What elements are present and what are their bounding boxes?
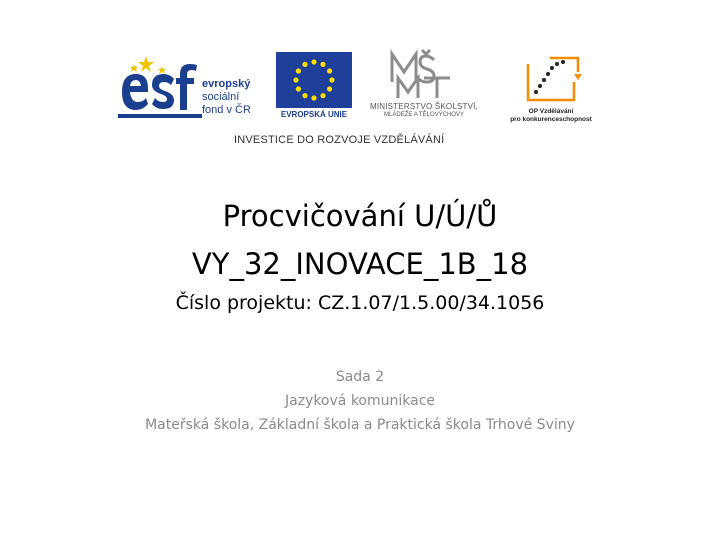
subtitle-subject: Jazyková komunikace	[284, 393, 436, 409]
esf-line-3: fond v ČR	[202, 104, 251, 116]
esf-text	[202, 78, 251, 117]
title-line-1: Procvičování U/Ú/Ů	[222, 199, 498, 233]
esf-logo	[118, 52, 270, 124]
eu-flag-icon	[276, 52, 352, 108]
msmt-mark-icon	[354, 48, 494, 102]
msmt-line-2: MLÁDEŽE A TĚLOVÝCHOVY	[384, 112, 464, 118]
subtitle-school: Mateřská škola, Základní škola a Praktická škola Trhové Sviny	[145, 417, 575, 433]
esf-mark-icon	[118, 52, 202, 124]
esf-line-1: evropský	[202, 78, 251, 90]
msmt-logo	[354, 48, 494, 124]
op-line-1: OP Vzdělávání	[528, 108, 574, 115]
investice-banner: INVESTICE DO ROZVOJE VZDĚLÁVÁNÍ	[234, 134, 445, 146]
op-mark-icon	[500, 52, 602, 106]
title-line-2: VY_32_INOVACE_1B_18	[191, 247, 529, 281]
eu-logo	[276, 52, 352, 124]
eu-caption: EVROPSKÁ UNIE	[280, 110, 348, 119]
subtitle-block	[0, 365, 720, 437]
title-block	[0, 192, 720, 318]
op-logo	[500, 52, 602, 124]
esf-line-2: sociální	[202, 91, 240, 103]
project-number: Číslo projektu: CZ.1.07/1.5.00/34.1056	[175, 292, 545, 314]
logo-strip	[118, 48, 602, 152]
op-line-2: pro konkurenceschopnost	[510, 116, 592, 123]
msmt-line-1: MINISTERSTVO ŠKOLSTVÍ,	[370, 102, 478, 111]
subtitle-set: Sada 2	[335, 369, 385, 385]
